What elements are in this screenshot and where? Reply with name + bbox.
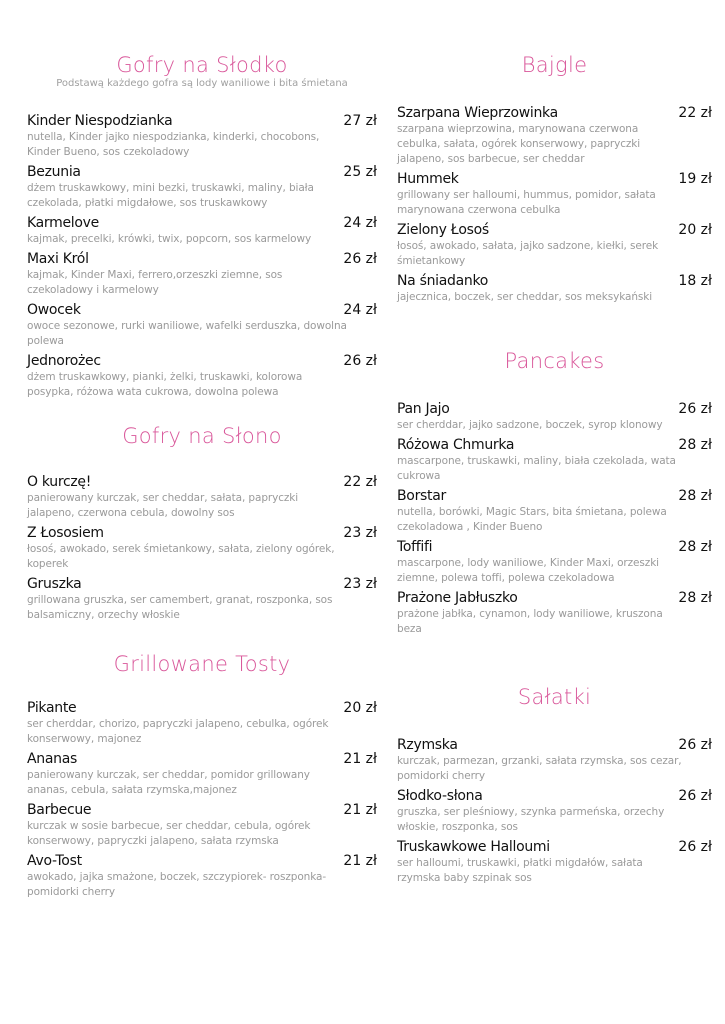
menu-item-header <box>27 250 377 268</box>
menu-item <box>27 801 377 849</box>
menu-list <box>397 736 712 886</box>
menu-item-description: panierowany kurczak, ser cheddar, sałata, papryczki jalapeno, czerwona cebula, dowolny sos <box>27 492 299 519</box>
menu-item-price: 26 zł <box>343 251 377 267</box>
menu-item-name: Pikante <box>27 700 77 716</box>
menu-item-description: łosoś, awokado, sałata, jajko sadzone, kiełki, serek śmietankowy <box>397 240 659 267</box>
menu-item-price: 23 zł <box>343 525 377 541</box>
section-pancakes <box>397 348 712 640</box>
menu-item <box>397 221 712 269</box>
menu-item-name: Kinder Niespodzianka <box>27 113 173 129</box>
menu-item-name: Jednorożec <box>27 353 101 369</box>
menu-list <box>397 104 712 305</box>
menu-item-description: awokado, jajka smażone, boczek, szczypiorek- roszponka- pomidorki cherry <box>27 871 327 898</box>
section-title: Gofry na Słodko <box>116 53 288 77</box>
menu-item-name: Borstar <box>397 488 446 504</box>
menu-list <box>27 112 377 400</box>
menu-item-description: grillowany ser halloumi, hummus, pomidor, sałata marynowana czerwona cebulka <box>397 189 656 216</box>
menu-item <box>27 524 377 572</box>
menu-item-description: kajmak, precelki, krówki, twix, popcorn, sos karmelowy <box>27 233 312 245</box>
menu-item-description: panierowany kurczak, ser cheddar, pomidor grillowany ananas, cebula, sałata rzymska,majonez <box>27 769 310 796</box>
menu-item-description: łosoś, awokado, serek śmietankowy, sałata, zielony ogórek, koperek <box>27 543 335 570</box>
menu-item <box>397 538 712 586</box>
menu-item <box>397 787 712 835</box>
section-title: Sałatki <box>517 685 592 709</box>
menu-item-description: ser halloumi, truskawki, płatki migdałów, sałata rzymska baby szpinak sos <box>397 857 643 884</box>
menu-item-price: 27 zł <box>343 113 377 129</box>
menu-item-header <box>27 852 377 870</box>
menu-item-name: Karmelove <box>27 215 99 231</box>
menu-item <box>27 214 377 247</box>
menu-item-price: 20 zł <box>678 222 712 238</box>
menu-item-name: Pan Jajo <box>397 401 450 417</box>
menu-item-description: prażone jabłka, cynamon, lody waniliowe, kruszona beza <box>397 608 663 635</box>
menu-item-header <box>27 801 377 819</box>
menu-item-header <box>397 170 712 188</box>
menu-item-header <box>27 112 377 130</box>
menu-item-price: 26 zł <box>678 839 712 855</box>
menu-item-price: 21 zł <box>343 751 377 767</box>
menu-item-header <box>27 524 377 542</box>
menu-item-description: jajecznica, boczek, ser cheddar, sos meksykański <box>397 291 653 303</box>
menu-item <box>27 112 377 160</box>
menu-item <box>397 170 712 218</box>
menu-item-name: Hummek <box>397 171 459 187</box>
menu-item-header <box>397 221 712 239</box>
menu-item-description: grillowana gruszka, ser camembert, granat, roszponka, sos balsamiczny, orzechy włoskie <box>27 594 333 621</box>
section-grillowane-tosty <box>27 651 377 903</box>
section-salatki <box>397 684 712 889</box>
menu-item-header <box>27 699 377 717</box>
menu-item-name: Bezunia <box>27 164 81 180</box>
menu-item <box>397 838 712 886</box>
menu-item-header <box>397 272 712 290</box>
menu-item-price: 22 zł <box>343 474 377 490</box>
menu-item-price: 26 zł <box>678 737 712 753</box>
menu-item-price: 24 zł <box>343 215 377 231</box>
section-title: Bajgle <box>521 53 588 77</box>
section-title: Pancakes <box>504 349 605 373</box>
menu-item <box>27 352 377 400</box>
menu-item-description: nutella, borówki, Magic Stars, bita śmietana, polewa czekoladowa , Kinder Bueno <box>397 506 667 533</box>
menu-item-price: 26 zł <box>678 401 712 417</box>
menu-item-price: 26 zł <box>678 788 712 804</box>
menu-item-price: 23 zł <box>343 576 377 592</box>
menu-item <box>27 301 377 349</box>
menu-item <box>27 163 377 211</box>
menu-item-header <box>397 487 712 505</box>
menu-item-header <box>27 750 377 768</box>
section-title: Grillowane Tosty <box>113 652 291 676</box>
menu-item-name: O kurczę! <box>27 474 92 490</box>
menu-item-name: Ananas <box>27 751 77 767</box>
menu-item-description: dżem truskawkowy, pianki, żelki, truskawki, kolorowa posypka, różowa wata cukrowa, dowolna polewa <box>27 371 303 398</box>
menu-item <box>397 436 712 484</box>
menu-item-price: 19 zł <box>678 171 712 187</box>
menu-item <box>27 473 377 521</box>
menu-item-name: Z Łososiem <box>27 525 104 541</box>
menu-item-description: owoce sezonowe, rurki waniliowe, wafelki serduszka, dowolna polewa <box>27 320 347 347</box>
menu-item-header <box>397 104 712 122</box>
menu-item-header <box>27 352 377 370</box>
menu-item-name: Gruszka <box>27 576 82 592</box>
menu-item-name: Prażone Jabłuszko <box>397 590 518 606</box>
menu-item-header <box>27 214 377 232</box>
menu-item-price: 25 zł <box>343 164 377 180</box>
menu-list <box>27 473 377 623</box>
menu-item-price: 20 zł <box>343 700 377 716</box>
menu-item-price: 24 zł <box>343 302 377 318</box>
menu-item-header <box>27 163 377 181</box>
section-gofry-na-slodko <box>27 52 377 403</box>
menu-item-name: Słodko-słona <box>397 788 483 804</box>
menu-item-header <box>397 400 712 418</box>
menu-item-description: kajmak, Kinder Maxi, ferrero,orzeszki ziemne, sos czekoladowy i karmelowy <box>27 269 283 296</box>
menu-item-header <box>397 736 712 754</box>
menu-item-description: kurczak, parmezan, grzanki, sałata rzymska, sos cezar, pomidorki cherry <box>397 755 682 782</box>
menu-item-description: mascarpone, truskawki, maliny, biała czekolada, wata cukrowa <box>397 455 676 482</box>
menu-item-price: 28 zł <box>678 590 712 606</box>
menu-item-header <box>27 473 377 491</box>
section-bajgle <box>397 52 712 308</box>
menu-item <box>397 400 712 433</box>
menu-item-price: 21 zł <box>343 802 377 818</box>
menu-item-header <box>397 436 712 454</box>
section-gofry-na-slono <box>27 423 377 626</box>
menu-item <box>27 750 377 798</box>
menu-item-description: kurczak w sosie barbecue, ser cheddar, cebula, ogórek konserwowy, papryczki jalapeno, sałata rzymska <box>27 820 311 847</box>
menu-item-price: 22 zł <box>678 105 712 121</box>
menu-item-header <box>27 575 377 593</box>
menu-item <box>397 104 712 167</box>
menu-item-name: Maxi Król <box>27 251 89 267</box>
menu-item-header <box>397 838 712 856</box>
menu-item <box>27 852 377 900</box>
menu-item-description: szarpana wieprzowina, marynowana czerwona cebulka, sałata, ogórek konserwowy, papryczki jalapeno, sos barbecue, ser cheddar <box>397 123 641 165</box>
menu-item-name: Barbecue <box>27 802 92 818</box>
menu-item-header <box>397 787 712 805</box>
menu-item-name: Na śniadanko <box>397 273 489 289</box>
menu-item-name: Rzymska <box>397 737 458 753</box>
menu-item <box>397 272 712 305</box>
menu-item-price: 28 zł <box>678 539 712 555</box>
menu-item <box>27 699 377 747</box>
menu-item <box>397 589 712 637</box>
menu-item-name: Avo-Tost <box>27 853 82 869</box>
menu-item-description: dżem truskawkowy, mini bezki, truskawki, maliny, biała czekolada, płatki migdałowe, sos truskawkowy <box>27 182 314 209</box>
menu-list <box>27 699 377 900</box>
menu-item-description: mascarpone, lody waniliowe, Kinder Maxi, orzeszki ziemne, polewa toffi, polewa czekoladowa <box>397 557 659 584</box>
menu-item-name: Toffifi <box>397 539 433 555</box>
menu-item-price: 28 zł <box>678 437 712 453</box>
menu-item-name: Truskawkowe Halloumi <box>397 839 550 855</box>
menu-item-price: 21 zł <box>343 853 377 869</box>
menu-item-price: 18 zł <box>678 273 712 289</box>
menu-item <box>397 487 712 535</box>
menu-item-header <box>27 301 377 319</box>
menu-item-description: ser cherddar, jajko sadzone, boczek, syrop klonowy <box>397 419 663 431</box>
menu-item <box>397 736 712 784</box>
menu-item-price: 26 zł <box>343 353 377 369</box>
menu-item-name: Różowa Chmurka <box>397 437 515 453</box>
menu-item-name: Owocek <box>27 302 81 318</box>
menu-item-price: 28 zł <box>678 488 712 504</box>
section-subtitle: Podstawą każdego gofra są lody waniliowe i bita śmietana <box>56 78 348 89</box>
menu-list <box>397 400 712 637</box>
menu-item-header <box>397 589 712 607</box>
menu-item-header <box>397 538 712 556</box>
menu-item <box>27 575 377 623</box>
menu-item-description: gruszka, ser pleśniowy, szynka parmeńska, orzechy włoskie, roszponka, sos <box>397 806 665 833</box>
menu-item-description: nutella, Kinder jajko niespodzianka, kinderki, chocobons, Kinder Bueno, sos czekoladowy <box>27 131 320 158</box>
section-title: Gofry na Słono <box>122 424 282 448</box>
menu-item-name: Szarpana Wieprzowinka <box>397 105 558 121</box>
menu-item-description: ser cherddar, chorizo, papryczki jalapeno, cebulka, ogórek konserwowy, majonez <box>27 718 329 745</box>
menu-item <box>27 250 377 298</box>
menu-item-name: Zielony Łosoś <box>397 222 489 238</box>
